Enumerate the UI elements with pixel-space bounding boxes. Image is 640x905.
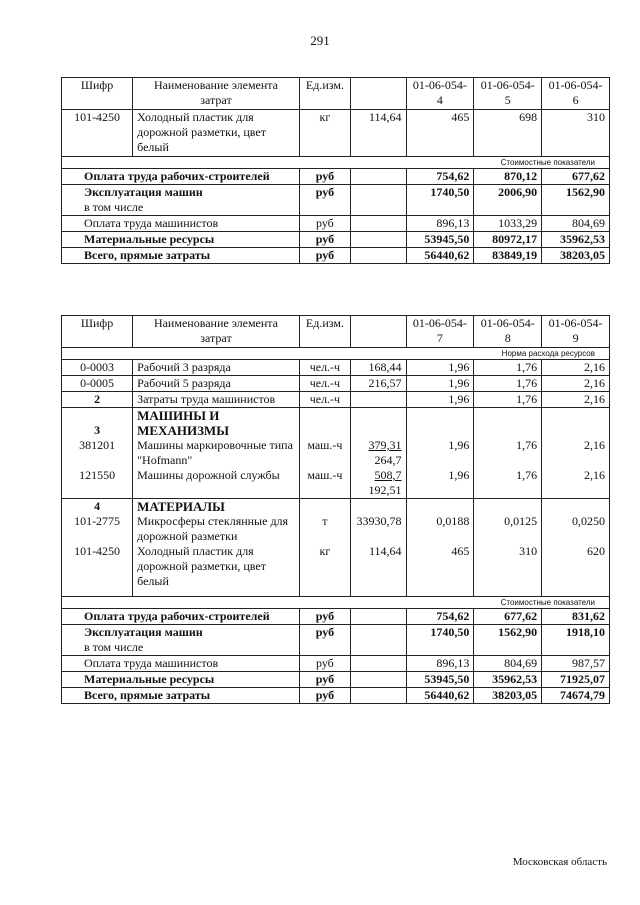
section-code: 4 (62, 499, 133, 515)
table-header-row (62, 78, 610, 110)
cost-name: Всего, прямые затраты (62, 248, 300, 264)
cost-unit: руб (299, 687, 350, 703)
machine-price-wage: 264,7 (374, 453, 402, 467)
section-name: Затраты труда машинистов (133, 392, 300, 408)
cost-value: 831,62 (542, 608, 610, 624)
labor-value: 1,96 (406, 360, 474, 376)
table-row (62, 608, 610, 624)
cost-value: 83849,19 (474, 248, 542, 264)
cost-sub: в том числе (84, 639, 144, 654)
cost-value: 35962,53 (474, 671, 542, 687)
table-row (62, 216, 610, 232)
section-code: 3 (62, 408, 133, 439)
machine-value: 1,76 (474, 438, 542, 468)
footer-region: Московская область (512, 856, 607, 868)
header-column: 01-06-054-8 (474, 316, 542, 348)
cost-value: 53945,50 (406, 232, 474, 248)
cost-unit: руб (299, 655, 350, 671)
material-value: 465 (406, 110, 474, 157)
labor-code: 0-0005 (62, 376, 133, 392)
table-row (62, 248, 610, 264)
section-title: МАТЕРИАЛЫ (133, 499, 300, 515)
section-value: 1,76 (474, 392, 542, 408)
machine-value: 1,96 (406, 468, 474, 499)
header-unit: Ед.изм. (299, 78, 350, 110)
cost-value: 53945,50 (406, 671, 474, 687)
machine-code: 121550 (62, 468, 133, 499)
cost-name: Оплата труда машинистов (62, 216, 300, 232)
cost-value: 870,12 (474, 169, 542, 185)
material-name: Холодный пластик для дорожной разметки, цвет белый (133, 544, 300, 596)
machine-value: 1,76 (474, 468, 542, 499)
cost-value: 56440,62 (406, 687, 474, 703)
cost-name: Материальные ресурсы (62, 232, 300, 248)
material-code: 101-2775 (62, 514, 133, 544)
cost-sub: в том числе (84, 200, 144, 214)
machine-price: 508,7 (374, 468, 402, 482)
band-row (62, 596, 610, 608)
material-code: 101-4250 (62, 544, 133, 596)
cost-unit: руб (299, 216, 350, 232)
machine-value: 1,96 (406, 438, 474, 468)
material-value: 310 (542, 110, 610, 157)
machine-name: Машины маркировочные типа "Hofmann" (133, 438, 300, 468)
table-row (62, 499, 610, 515)
cost-value: 35962,53 (542, 232, 610, 248)
cost-name: Эксплуатация машин (84, 624, 203, 639)
cost-value: 80972,17 (474, 232, 542, 248)
cost-unit: руб (299, 232, 350, 248)
material-value: 0,0250 (542, 514, 610, 544)
material-name: Холодный пластик для дорожной разметки, цвет белый (133, 110, 300, 157)
material-unit: кг (299, 110, 350, 157)
header-column: 01-06-054-5 (474, 78, 542, 110)
labor-name: Рабочий 3 разряда (133, 360, 300, 376)
machine-unit: маш.-ч (299, 468, 350, 499)
header-code: Шифр (62, 78, 133, 110)
header-column: 01-06-054-4 (406, 78, 474, 110)
labor-code: 0-0003 (62, 360, 133, 376)
labor-value: 2,16 (542, 360, 610, 376)
material-name: Микросферы стеклянные для дорожной разметки (133, 514, 300, 544)
cost-name: Оплата труда рабочих-строителей (62, 169, 300, 185)
header-unit: Ед.изм. (299, 316, 350, 348)
machine-price: 379,31 (368, 438, 402, 452)
cost-value: 1033,29 (474, 216, 542, 232)
cost-value: 1740,50 (406, 185, 474, 216)
cost-table-2 (61, 315, 610, 704)
cost-name: Материальные ресурсы (62, 671, 300, 687)
cost-unit: руб (299, 608, 350, 624)
table-header-row (62, 316, 610, 348)
labor-value: 1,76 (474, 376, 542, 392)
material-value: 698 (474, 110, 542, 157)
header-code: Шифр (62, 316, 133, 348)
cost-value: 754,62 (406, 608, 474, 624)
table-row (62, 468, 610, 499)
table-row (62, 408, 610, 439)
material-price: 114,64 (350, 544, 406, 596)
cost-name: Эксплуатация машин (84, 185, 203, 199)
machine-price-wage: 192,51 (368, 483, 402, 497)
labor-value: 1,96 (406, 376, 474, 392)
header-price (350, 316, 406, 348)
cost-value: 71925,07 (542, 671, 610, 687)
machine-code: 381201 (62, 438, 133, 468)
header-column: 01-06-054-9 (542, 316, 610, 348)
table-row (62, 360, 610, 376)
cost-value: 1562,90 (474, 624, 542, 655)
material-value: 465 (406, 544, 474, 596)
machine-unit: маш.-ч (299, 438, 350, 468)
cost-value: 754,62 (406, 169, 474, 185)
cost-value: 804,69 (474, 655, 542, 671)
table-row (62, 392, 610, 408)
cost-value: 1918,10 (542, 624, 610, 655)
cost-value: 1740,50 (406, 624, 474, 655)
table-row (62, 544, 610, 596)
page-number: 291 (310, 33, 330, 48)
cost-value: 38203,05 (542, 248, 610, 264)
labor-value: 2,16 (542, 376, 610, 392)
labor-unit: чел.-ч (299, 360, 350, 376)
section-value: 2,16 (542, 392, 610, 408)
table-row (62, 169, 610, 185)
cost-value: 38203,05 (474, 687, 542, 703)
material-unit: т (299, 514, 350, 544)
cost-unit: руб (299, 185, 350, 216)
cost-value: 804,69 (542, 216, 610, 232)
header-name: Наименование элемента затрат (133, 316, 300, 348)
material-value: 0,0188 (406, 514, 474, 544)
cost-value: 896,13 (406, 216, 474, 232)
material-unit: кг (299, 544, 350, 596)
band-label: Норма расхода ресурсов (62, 348, 610, 360)
band-label: Стоимостные показатели (62, 596, 610, 608)
header-column: 01-06-054-7 (406, 316, 474, 348)
machine-value: 2,16 (542, 468, 610, 499)
cost-table-1 (61, 77, 610, 264)
band-row (62, 348, 610, 360)
labor-price: 216,57 (350, 376, 406, 392)
table-row (62, 232, 610, 248)
material-value: 620 (542, 544, 610, 596)
cost-value: 677,62 (542, 169, 610, 185)
section-value: 1,96 (406, 392, 474, 408)
cost-unit: руб (299, 624, 350, 655)
band-label: Стоимостные показатели (62, 157, 610, 169)
table-row (62, 185, 610, 216)
machine-name: Машины дорожной службы (133, 468, 300, 499)
table-row (62, 671, 610, 687)
table-row (62, 514, 610, 544)
band-row (62, 157, 610, 169)
header-column: 01-06-054-6 (542, 78, 610, 110)
section-title: МАШИНЫ И МЕХАНИЗМЫ (133, 408, 300, 439)
section-unit: чел.-ч (299, 392, 350, 408)
table-row (62, 438, 610, 468)
table-row (62, 110, 610, 157)
labor-value: 1,76 (474, 360, 542, 376)
cost-value: 677,62 (474, 608, 542, 624)
cost-unit: руб (299, 169, 350, 185)
machine-value: 2,16 (542, 438, 610, 468)
section-code: 2 (62, 392, 133, 408)
cost-value: 56440,62 (406, 248, 474, 264)
cost-value: 74674,79 (542, 687, 610, 703)
table-row (62, 624, 610, 655)
material-price: 33930,78 (350, 514, 406, 544)
material-code: 101-4250 (62, 110, 133, 157)
cost-value: 896,13 (406, 655, 474, 671)
material-value: 310 (474, 544, 542, 596)
table-row (62, 687, 610, 703)
header-price (350, 78, 406, 110)
labor-price: 168,44 (350, 360, 406, 376)
cost-value: 987,57 (542, 655, 610, 671)
cost-unit: руб (299, 671, 350, 687)
material-value: 0,0125 (474, 514, 542, 544)
cost-name: Оплата труда рабочих-строителей (62, 608, 300, 624)
cost-value: 1562,90 (542, 185, 610, 216)
cost-value: 2006,90 (474, 185, 542, 216)
table-row (62, 376, 610, 392)
table-row (62, 655, 610, 671)
cost-name: Оплата труда машинистов (62, 655, 300, 671)
cost-unit: руб (299, 248, 350, 264)
header-name: Наименование элемента затрат (133, 78, 300, 110)
cost-name: Всего, прямые затраты (62, 687, 300, 703)
labor-name: Рабочий 5 разряда (133, 376, 300, 392)
labor-unit: чел.-ч (299, 376, 350, 392)
material-price: 114,64 (350, 110, 406, 157)
